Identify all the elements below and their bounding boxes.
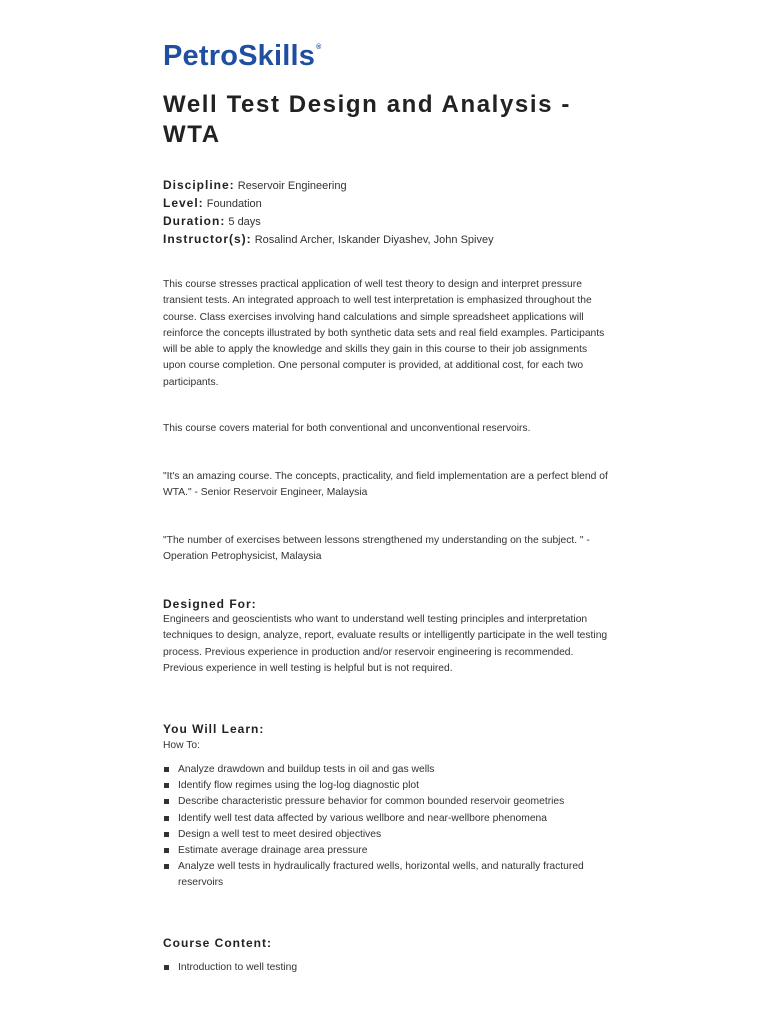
bullet-icon <box>164 783 169 788</box>
duration-row <box>163 213 494 231</box>
discipline-row <box>163 177 494 195</box>
level-label: Level: <box>163 196 204 210</box>
list-item-text: Introduction to well testing <box>178 962 298 973</box>
instructors-row <box>163 231 494 249</box>
course-title: Well Test Design and Analysis - WTA <box>163 91 571 148</box>
registered-mark: ® <box>316 44 322 51</box>
list-item-text: Estimate average drainage area pressure <box>178 845 368 857</box>
intro-paragraph: This course stresses practical application of well test theory to design and interpret pressure transient tests. An integrated approach to well test interpretation is emphasized throughout the course. Class exercises involving hand calculations and simple spreadsheet applications will reinforce the concepts illustrated by both synthetic data sets and real field examples. Participants will be able to apply the knowledge and skills they gain in this course to their job assignments upon course completion. One personal computer is provided, at additional cost, for each two participants. <box>163 279 605 388</box>
how-to-label: How To: <box>163 740 201 751</box>
bullet-icon <box>164 816 169 821</box>
instructors-label: Instructor(s): <box>163 232 252 246</box>
bullet-icon <box>164 799 169 804</box>
instructors-value: Rosalind Archer, Iskander Diyashev, John Spivey <box>254 234 494 246</box>
list-item-text: Identify well test data affected by various wellbore and near-wellbore phenomena <box>178 812 548 824</box>
discipline-value: Reservoir Engineering <box>237 180 347 192</box>
course-meta <box>163 177 494 249</box>
list-item <box>163 778 613 794</box>
designed-for-heading: Designed For: <box>163 597 257 611</box>
list-item <box>163 811 613 827</box>
logo-text: PetroSkills <box>163 40 316 72</box>
list-item-text: Identify flow regimes using the log-log diagnostic plot <box>178 780 419 792</box>
testimonial-quote-1: "It's an amazing course. The concepts, practicality, and field implementation are a perfect blend of WTA." - Senior Reservoir Engineer, Malaysia <box>163 471 608 499</box>
list-item <box>163 827 613 843</box>
learning-objectives-list <box>163 762 613 892</box>
level-value: Foundation <box>206 198 262 210</box>
course-content-list <box>163 960 613 976</box>
you-will-learn-heading: You Will Learn: <box>163 722 265 736</box>
bullet-icon <box>164 864 169 869</box>
discipline-label: Discipline: <box>163 178 235 192</box>
level-row <box>163 195 494 213</box>
list-item-text: Design a well test to meet desired objectives <box>178 828 382 840</box>
duration-label: Duration: <box>163 214 226 228</box>
bullet-icon <box>164 832 169 837</box>
coverage-paragraph: This course covers material for both conventional and unconventional reservoirs. <box>163 423 531 434</box>
designed-for-text: Engineers and geoscientists who want to understand well testing principles and interpretation techniques to design, analyze, report, evaluate results or intelligently participate in the well testing process. Previous experience in production and/or reservoir engineering is recommended. Previous experience in well testing is helpful but is not required. <box>163 614 608 674</box>
petroskills-logo <box>163 40 321 73</box>
list-item <box>163 843 613 859</box>
list-item-text: Describe characteristic pressure behavior for common bounded reservoir geometries <box>178 796 565 808</box>
list-item <box>163 794 613 810</box>
testimonial-quote-2: "The number of exercises between lessons strengthened my understanding on the subject. " - Operation Petrophysicist, Malaysia <box>163 535 590 563</box>
bullet-icon <box>164 767 169 772</box>
list-item <box>163 960 613 976</box>
duration-value: 5 days <box>228 216 261 228</box>
course-content-heading: Course Content: <box>163 936 272 950</box>
list-item <box>163 762 613 778</box>
bullet-icon <box>164 965 169 970</box>
list-item-text: Analyze drawdown and buildup tests in oil and gas wells <box>178 764 435 775</box>
list-item-text: Analyze well tests in hydraulically fractured wells, horizontal wells, and naturally fractured reservoirs <box>178 861 584 889</box>
list-item <box>163 859 613 891</box>
bullet-icon <box>164 848 169 853</box>
